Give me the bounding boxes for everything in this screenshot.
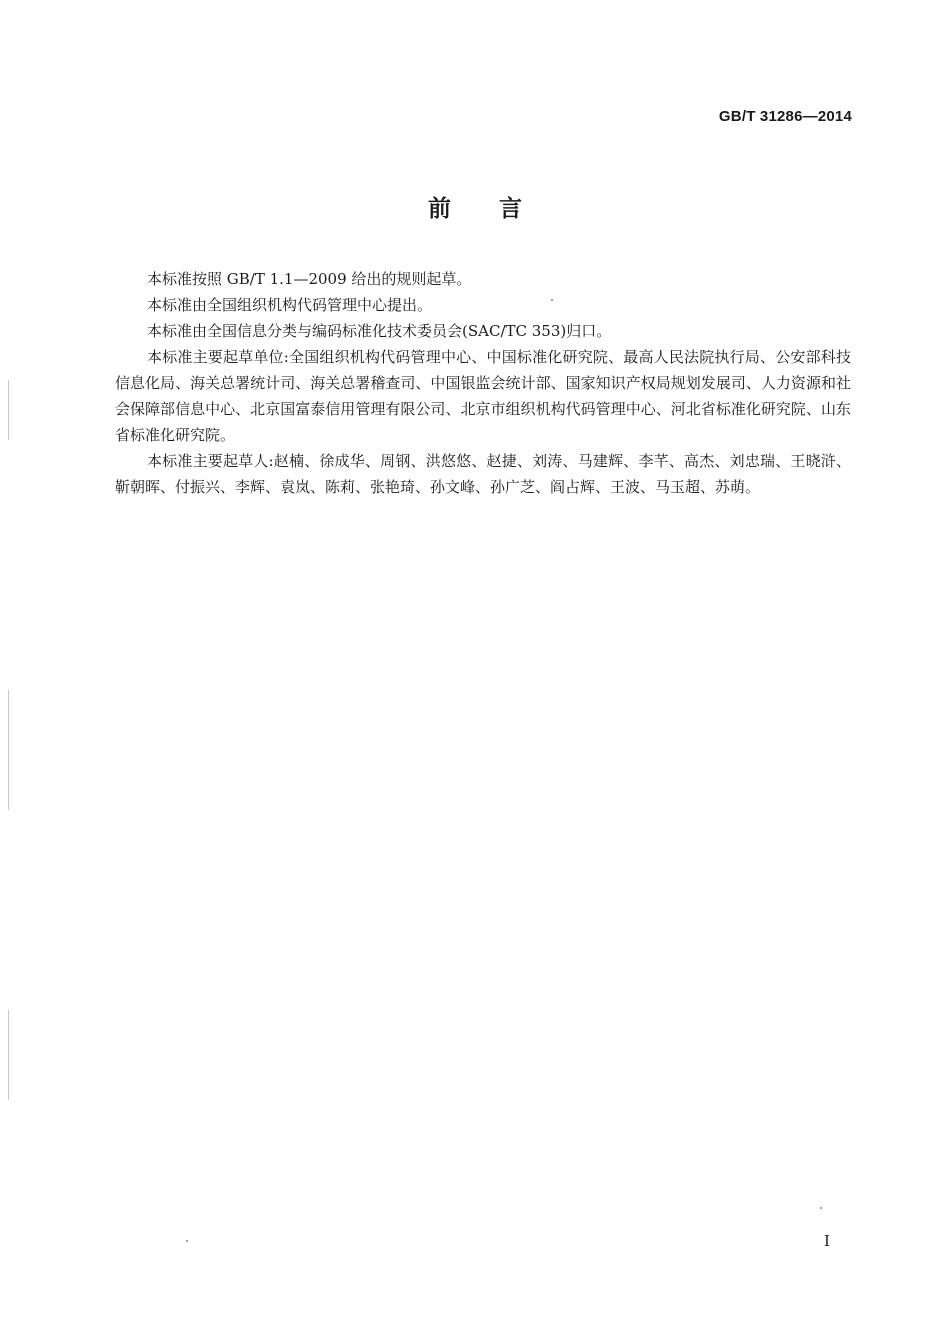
paragraph-committee: 本标准由全国信息分类与编码标准化技术委员会(SAC/TC 353)归口。 — [147, 322, 612, 340]
scan-speck — [186, 1240, 188, 1242]
scan-margin-line — [8, 380, 9, 440]
scan-speck — [820, 1207, 822, 1209]
standard-code: GB/T 31286—2014 — [718, 108, 852, 125]
foreword-body — [115, 266, 851, 500]
paragraph-drafters: 本标准主要起草人:赵楠、徐成华、周钢、洪悠悠、赵捷、刘涛、马建辉、李芊、高杰、刘忠瑞、王晓浒、靳朝晖、付振兴、李辉、袁岚、陈莉、张艳琦、孙文峰、孙广芝、阎占辉、王波、马玉超、苏萌。 — [115, 452, 851, 496]
scan-speck — [551, 299, 553, 301]
page-title: 前言 — [428, 196, 570, 222]
page-number: I — [824, 1232, 830, 1250]
paragraph-drafting-rules: 本标准按照 GB/T 1.1—2009 给出的规则起草。 — [147, 270, 472, 288]
paragraph-drafting-units: 本标准主要起草单位:全国组织机构代码管理中心、中国标准化研究院、最高人民法院执行局、公安部科技信息化局、海关总署统计司、海关总署稽查司、中国银监会统计部、国家知识产权局规划发展司、人力资源和社会保障部信息中心、北京国富泰信用管理有限公司、北京市组织机构代码管理中心、河北省标准化研究院、山东省标准化研究院。 — [115, 348, 851, 444]
scan-margin-line — [8, 690, 9, 810]
paragraph-proposer: 本标准由全国组织机构代码管理中心提出。 — [147, 296, 433, 314]
scan-margin-line — [8, 1010, 9, 1100]
